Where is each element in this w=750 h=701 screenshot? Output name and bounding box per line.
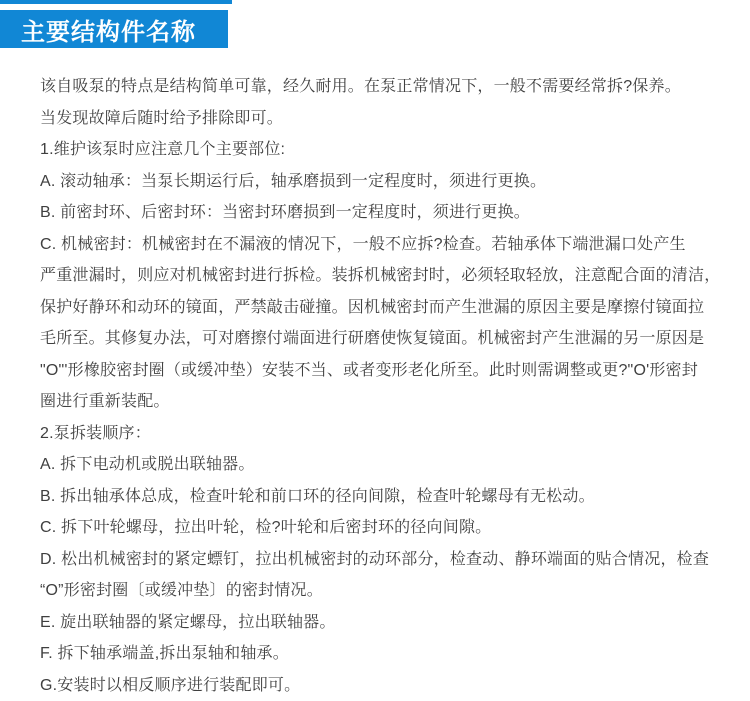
text-line: C. 拆下叶轮螺母，拉出叶轮，检?叶轮和后密封环的径向间隙。: [40, 519, 492, 536]
text-line: "O"'形橡胶密封圈（或缓冲垫）安装不当、或者变形老化所至。此时则需调整或更?"O'形密封: [40, 361, 698, 379]
text-line: 1.维护该泵时应注意几个主要部位:: [40, 141, 286, 158]
document-body: [0, 48, 750, 701]
text-line: 当发现故障后随时给予排除即可。: [40, 109, 284, 127]
text-line: 保护好静环和动环的镜面，严禁敲击碰撞。因机械密封而产生泄漏的原因主要是摩擦付镜面拉: [40, 298, 705, 316]
top-accent-bar: [0, 0, 232, 4]
text-line: B. 拆出轴承体总成，检查叶轮和前口环的径向间隙，检查叶轮螺母有无松动。: [40, 487, 595, 505]
text-line: G.安装时以相反顺序进行装配即可。: [40, 676, 301, 694]
text-line: “O”形密封圈〔或缓冲垫〕的密封情况。: [40, 582, 323, 599]
text-line: 严重泄漏时，则应对机械密封进行拆检。装拆机械密封时，必须轻取轻放，注意配合面的清洁，: [40, 267, 721, 284]
text-line: E. 旋出联轴器的紧定螺母，拉出联轴器。: [40, 613, 336, 631]
section-header: [0, 10, 228, 48]
text-line: C. 机械密封：机械密封在不漏液的情况下，一般不应拆?检查。若轴承体下端泄漏口处产生: [40, 235, 686, 253]
text-line: D. 松出机械密封的紧定螵钉，拉出机械密封的动环部分，检查动、静环端面的贴合情况，检查: [40, 550, 710, 568]
text-line: A. 滚动轴承：当泵长期运行后，轴承磨损到一定程度时，须进行更换。: [40, 172, 547, 190]
text-line: 该自吸泵的特点是结构简单可靠，经久耐用。在泵正常情况下，一般不需要经常拆?保养。: [40, 78, 681, 95]
text-line: A. 拆下电动机或脱出联轴器。: [40, 456, 255, 473]
text-line: B. 前密封环、后密封环：当密封环磨损到一定程度时，须进行更换。: [40, 204, 530, 221]
text-line: F. 拆下轴承端盖,拆出泵轴和轴承。: [40, 645, 289, 662]
text-line: 2.泵拆装顺序：: [40, 424, 151, 442]
section-title: 主要结构件名称: [21, 18, 196, 46]
text-line: 圈进行重新装配。: [40, 393, 170, 410]
text-line: 毛所至。其修复办法，可对磨擦付端面进行研磨使恢复镜面。机械密封产生泄漏的另一原因是: [40, 330, 705, 347]
